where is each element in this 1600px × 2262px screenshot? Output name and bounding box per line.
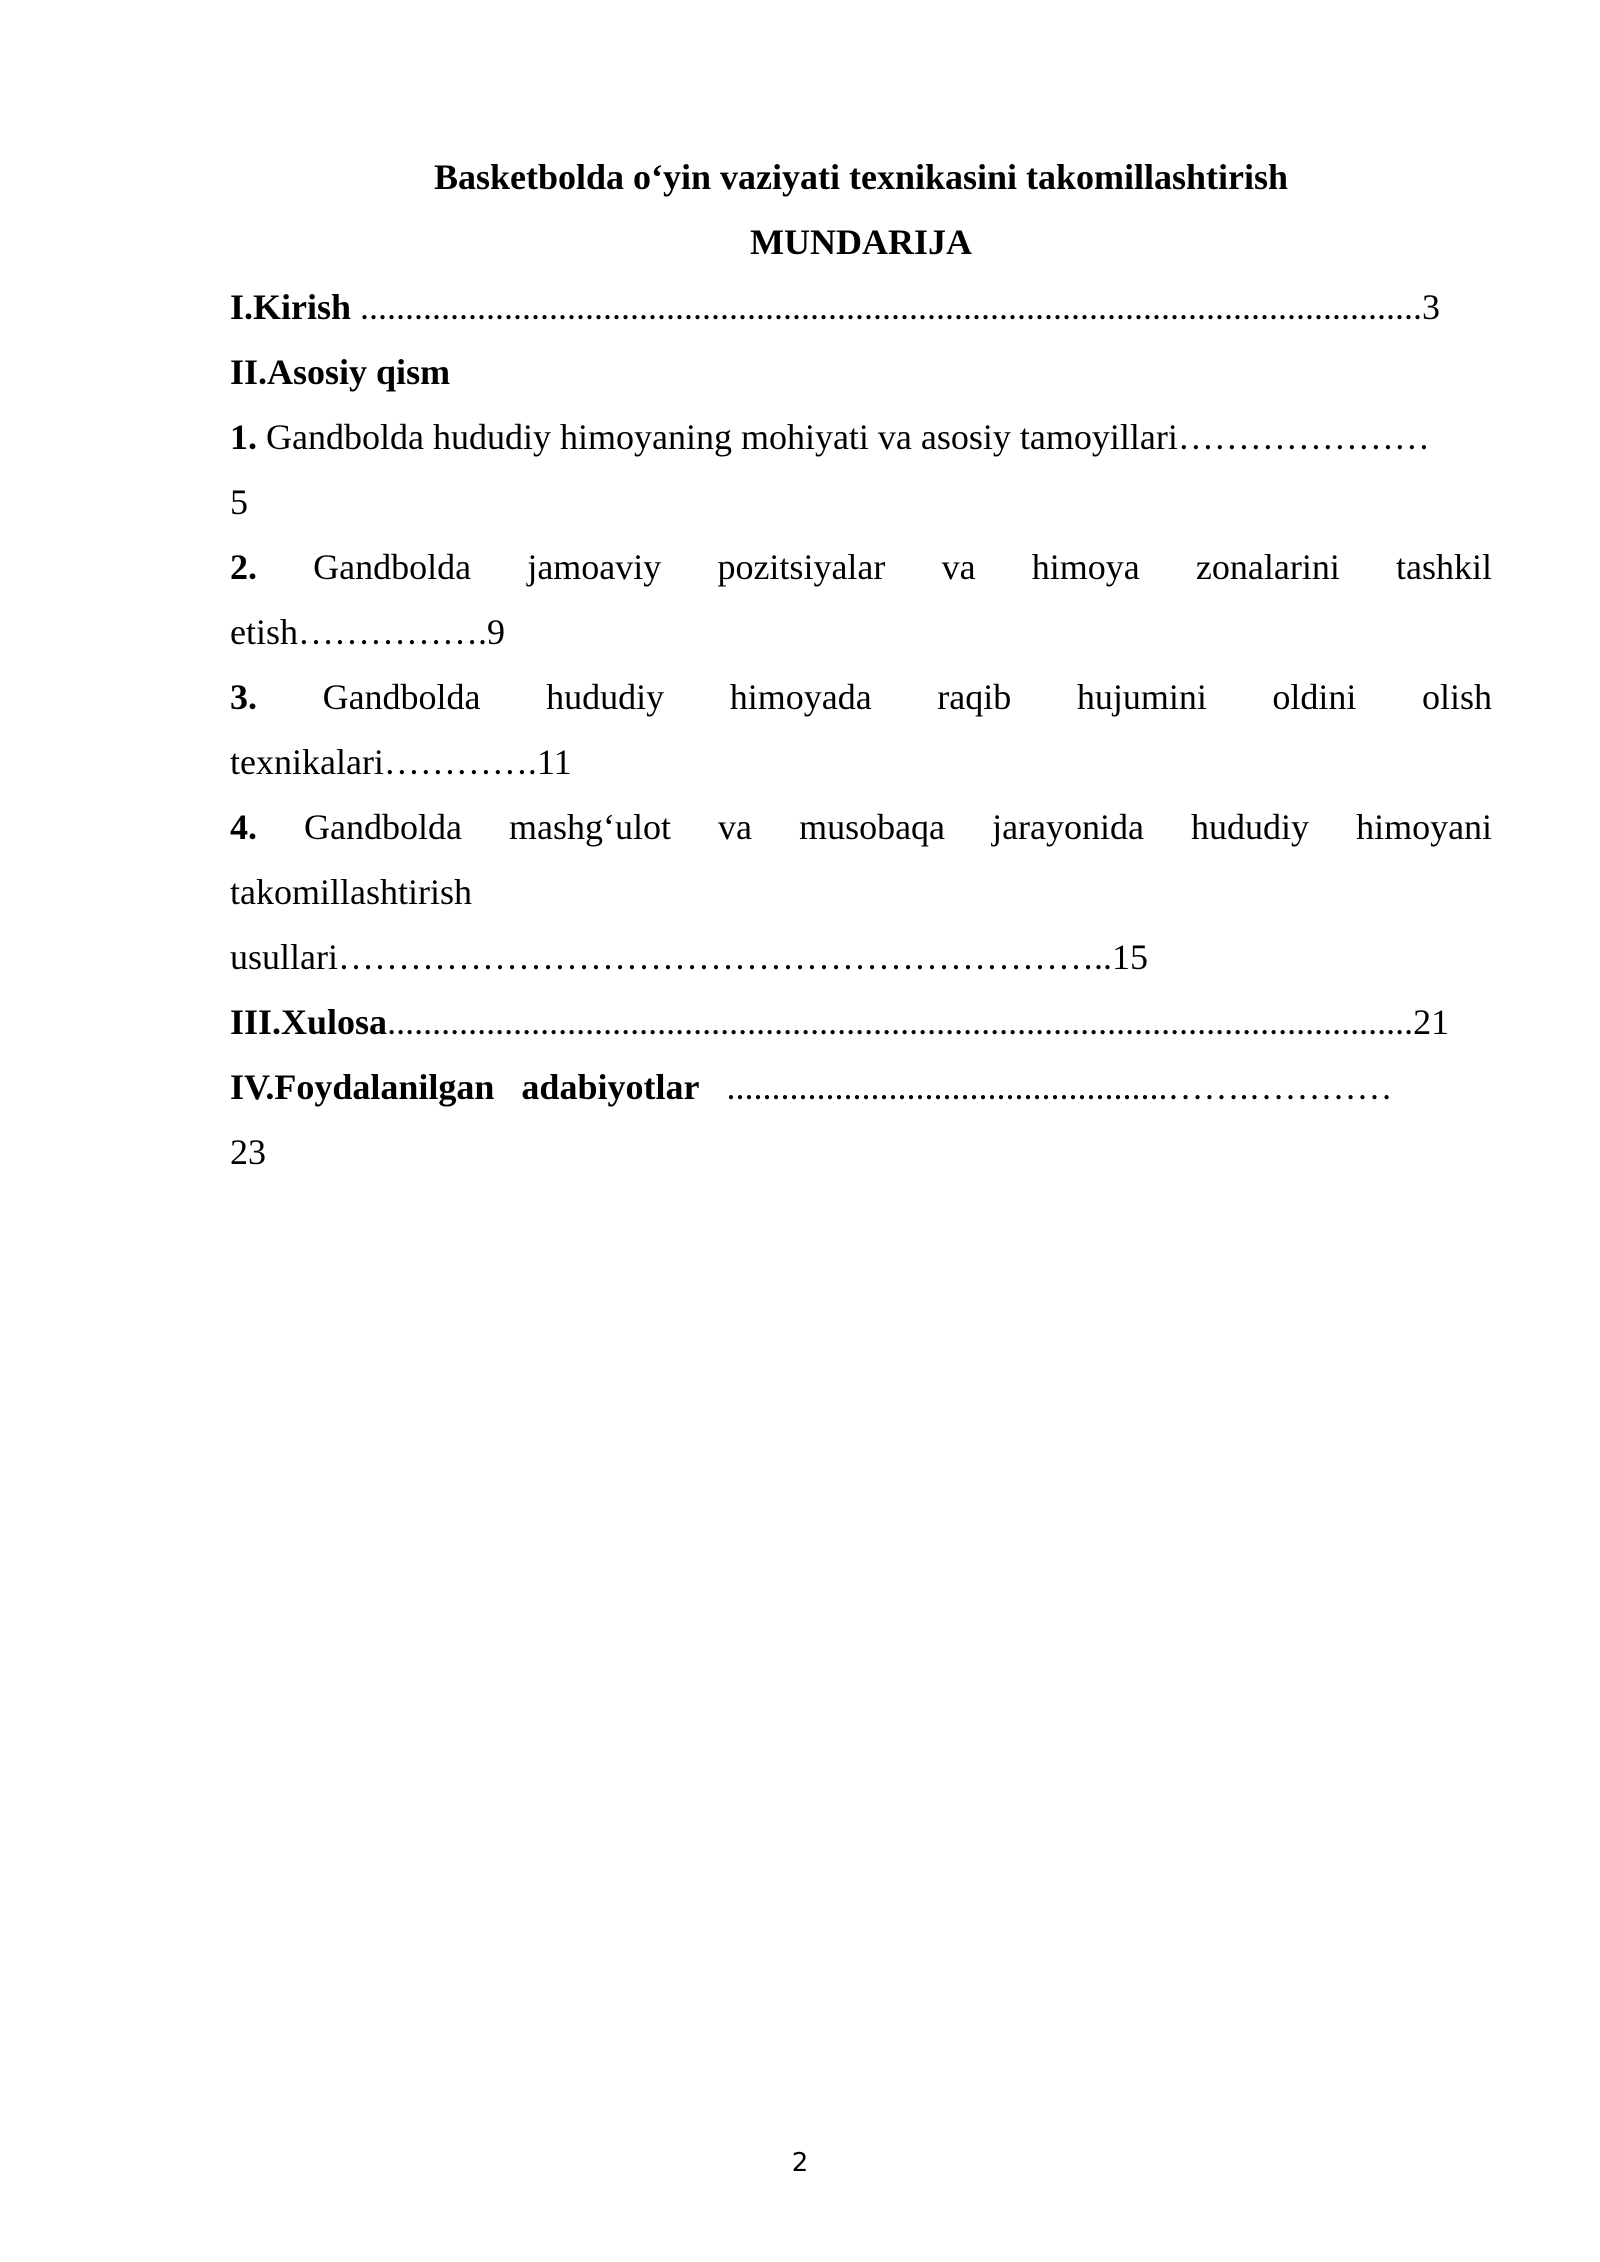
toc-entry-item-1 [230, 405, 1492, 470]
page-number: 2 [791, 2148, 809, 2178]
toc-entry-text: Gandbolda hududiy himoyaning mohiyati va asosiy tamoyillari………………… [257, 417, 1430, 457]
toc-entry-continuation: etish…………….9 [230, 612, 505, 652]
toc-word: va [941, 547, 976, 587]
toc-content [230, 145, 1492, 1185]
toc-word: olish [1422, 677, 1492, 717]
toc-word: himoya [1031, 547, 1140, 587]
toc-entry-references [230, 1055, 1492, 1120]
toc-entry-item-2 [230, 535, 1492, 600]
toc-entry-continuation: texnikalari………….11 [230, 742, 572, 782]
toc-word: pozitsiyalar [717, 547, 886, 587]
toc-entry-number: 4. [230, 807, 257, 847]
toc-word: hujumini [1076, 677, 1207, 717]
toc-word: hududiy [1191, 807, 1310, 847]
document-title: Basketbolda o‘yin vaziyati texnikasini takomillashtirish [433, 157, 1289, 197]
toc-word: Gandbolda [313, 547, 472, 587]
toc-word: hududiy [546, 677, 665, 717]
toc-entry-continuation: takomillashtirish [230, 872, 472, 912]
toc-entry-leader: ......................................................................................................................3 [351, 287, 1441, 327]
toc-word: Gandbolda [304, 807, 462, 847]
toc-entry-label: IV.Foydalanilgan adabiyotlar [230, 1067, 700, 1107]
toc-entry-intro [230, 275, 1492, 340]
toc-word: zonalarini [1195, 547, 1340, 587]
toc-entry-main-part: II.Asosiy qism [230, 352, 451, 392]
toc-entry-item-4 [230, 795, 1492, 860]
toc-word: jarayonida [992, 807, 1144, 847]
toc-entry-item-3 [230, 665, 1492, 730]
toc-entry-leader: ..................................................................................................................21 [387, 1002, 1450, 1042]
toc-entry-number: 1. [230, 417, 257, 457]
toc-entry-continuation: usullari………………………………………………………..15 [230, 937, 1148, 977]
toc-word: mashg‘ulot [509, 807, 672, 847]
toc-word: tashkil [1396, 547, 1492, 587]
toc-word: Gandbolda [322, 677, 481, 717]
toc-entry-page: 23 [230, 1132, 266, 1172]
toc-entry-leader: .................................................…….………… [699, 1067, 1393, 1107]
toc-entry-page: 5 [230, 482, 248, 522]
toc-word: jamoaviy [527, 547, 662, 587]
toc-word: va [718, 807, 753, 847]
toc-heading: MUNDARIJA [750, 222, 972, 262]
toc-word: himoyani [1356, 807, 1492, 847]
toc-entry-label: I.Kirish [230, 287, 352, 327]
toc-word: oldini [1272, 677, 1357, 717]
toc-entry-conclusion [230, 990, 1492, 1055]
toc-word: raqib [937, 677, 1012, 717]
toc-entry-label: III.Xulosa [230, 1002, 388, 1042]
toc-entry-number: 2. [230, 547, 257, 587]
toc-word: musobaqa [799, 807, 946, 847]
toc-entry-number: 3. [230, 677, 257, 717]
toc-word: himoyada [729, 677, 872, 717]
